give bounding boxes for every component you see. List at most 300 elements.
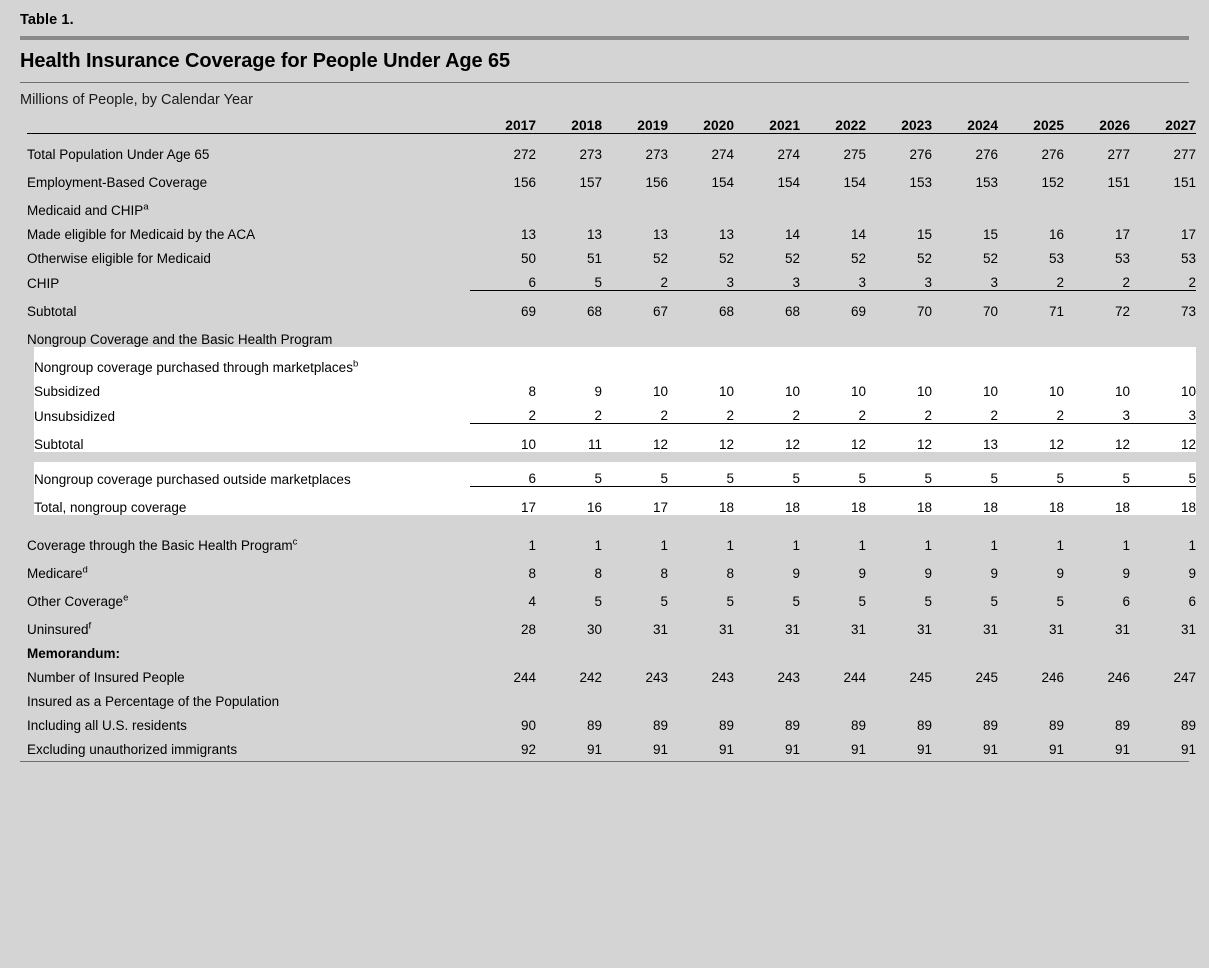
cell: 5 — [866, 462, 932, 487]
cell: 17 — [470, 487, 536, 516]
cell: 31 — [652, 622, 668, 637]
cell: 52 — [850, 251, 866, 266]
cell: 72 — [1114, 304, 1130, 319]
cell: 9 — [536, 375, 602, 399]
row-label — [27, 553, 470, 581]
table-row — [27, 685, 1196, 709]
row-label: Total Population Under Age 65 — [27, 147, 210, 162]
cell: 31 — [1048, 622, 1064, 637]
cell: 5 — [536, 266, 602, 291]
cell: 18 — [866, 487, 932, 516]
cell: 2 — [1064, 266, 1130, 291]
table-row — [27, 733, 1196, 757]
cell: 31 — [784, 622, 800, 637]
cell: 13 — [932, 424, 998, 453]
cell — [932, 190, 998, 218]
row-label: Subsidized — [27, 375, 470, 399]
cell: 91 — [718, 742, 734, 757]
column-header-year: 2025 — [998, 118, 1064, 134]
row-label — [27, 609, 470, 637]
cell — [1130, 637, 1196, 661]
cell — [932, 319, 998, 347]
cell: 1 — [858, 538, 866, 553]
cell: 89 — [1114, 718, 1130, 733]
cell: 1 — [792, 538, 800, 553]
cell — [734, 347, 800, 375]
cell: 247 — [1173, 670, 1196, 685]
table-row — [27, 609, 1196, 637]
cell: 17 — [1114, 227, 1130, 242]
cell: 2 — [1130, 266, 1196, 291]
cell: 1 — [594, 538, 602, 553]
row-label-text: Uninsured — [27, 622, 89, 637]
cell: 12 — [866, 424, 932, 453]
cell: 5 — [1064, 462, 1130, 487]
cell: 152 — [1041, 175, 1064, 190]
cell: 10 — [866, 375, 932, 399]
cell: 12 — [602, 424, 668, 453]
footnote-marker: f — [88, 620, 92, 632]
cell: 277 — [1107, 147, 1130, 162]
cell: 2 — [998, 399, 1064, 424]
cell: 12 — [998, 424, 1064, 453]
cell: 8 — [470, 375, 536, 399]
cell: 91 — [784, 742, 800, 757]
table-row — [27, 218, 1196, 242]
cell — [1064, 319, 1130, 347]
cell — [866, 347, 932, 375]
row-label: Subtotal — [27, 304, 77, 319]
table-row — [27, 291, 1196, 320]
cell: 10 — [1064, 375, 1130, 399]
cell — [536, 637, 602, 661]
cell: 3 — [800, 266, 866, 291]
cell: 5 — [734, 462, 800, 487]
cell: 31 — [718, 622, 734, 637]
cell: 13 — [652, 227, 668, 242]
cell: 151 — [1107, 175, 1130, 190]
cell: 5 — [1130, 462, 1196, 487]
cell: 2 — [866, 399, 932, 424]
cell: 242 — [579, 670, 602, 685]
column-header-year: 2026 — [1064, 118, 1130, 134]
cell: 17 — [1180, 227, 1196, 242]
cell — [932, 685, 998, 709]
page-title: Health Insurance Coverage for People Under Age 65 — [20, 50, 511, 72]
cell: 9 — [1056, 566, 1064, 581]
row-label — [27, 581, 470, 609]
cell: 6 — [470, 266, 536, 291]
cell: 3 — [734, 266, 800, 291]
cell: 12 — [1064, 424, 1130, 453]
cell: 31 — [982, 622, 998, 637]
cell: 244 — [513, 670, 536, 685]
cell — [1064, 637, 1130, 661]
cell: 9 — [858, 566, 866, 581]
cell — [800, 685, 866, 709]
row-label-text: Coverage through the Basic Health Program — [27, 538, 293, 553]
cell: 3 — [668, 266, 734, 291]
cell: 5 — [1056, 594, 1064, 609]
row-label: Total, nongroup coverage — [27, 487, 470, 516]
cell — [1130, 685, 1196, 709]
cell: 13 — [718, 227, 734, 242]
row-label: Unsubsidized — [27, 399, 470, 424]
cell: 243 — [645, 670, 668, 685]
row-label: Including all U.S. residents — [27, 718, 187, 733]
cell: 69 — [850, 304, 866, 319]
cell: 31 — [1180, 622, 1196, 637]
cell: 5 — [924, 594, 932, 609]
cell — [602, 190, 668, 218]
cell: 68 — [718, 304, 734, 319]
row-label-text: Nongroup coverage purchased through marketplaces — [34, 360, 353, 375]
cell: 69 — [520, 304, 536, 319]
cell: 8 — [660, 566, 668, 581]
cell — [932, 637, 998, 661]
cell: 91 — [1048, 742, 1064, 757]
cell — [602, 319, 668, 347]
cell: 18 — [932, 487, 998, 516]
cell: 70 — [982, 304, 998, 319]
cell: 1 — [660, 538, 668, 553]
table-row — [27, 709, 1196, 733]
table-row — [27, 190, 1196, 218]
cell — [1130, 347, 1196, 375]
band-gap-cell — [27, 515, 1196, 525]
cell — [536, 347, 602, 375]
cell: 9 — [1188, 566, 1196, 581]
cell: 92 — [520, 742, 536, 757]
cell: 11 — [536, 424, 602, 453]
row-label — [27, 347, 470, 375]
row-label: Excluding unauthorized immigrants — [27, 742, 238, 757]
table-row — [27, 162, 1196, 190]
cell — [866, 637, 932, 661]
cell: 5 — [726, 594, 734, 609]
cell: 246 — [1107, 670, 1130, 685]
cell: 273 — [645, 147, 668, 162]
cell: 67 — [652, 304, 668, 319]
cell: 10 — [998, 375, 1064, 399]
cell: 156 — [645, 175, 668, 190]
cell: 12 — [734, 424, 800, 453]
cell: 5 — [858, 594, 866, 609]
cell: 272 — [513, 147, 536, 162]
cell: 276 — [909, 147, 932, 162]
footnote-marker: c — [292, 536, 298, 548]
cell: 28 — [520, 622, 536, 637]
cell — [734, 685, 800, 709]
cell — [998, 637, 1064, 661]
table-row — [27, 134, 1196, 163]
cell: 89 — [586, 718, 602, 733]
table-row — [27, 661, 1196, 685]
cell — [800, 347, 866, 375]
cell: 18 — [998, 487, 1064, 516]
cell: 18 — [1130, 487, 1196, 516]
cell: 51 — [586, 251, 602, 266]
column-header-year: 2017 — [470, 118, 536, 134]
cell — [734, 637, 800, 661]
cell: 273 — [579, 147, 602, 162]
footnote-marker: d — [82, 564, 88, 576]
cell: 12 — [800, 424, 866, 453]
cell: 2 — [734, 399, 800, 424]
table-row — [27, 487, 1196, 516]
cell: 9 — [990, 566, 998, 581]
table-header-row — [27, 118, 1196, 134]
cell — [668, 637, 734, 661]
cell — [998, 190, 1064, 218]
cell: 53 — [1180, 251, 1196, 266]
cell: 245 — [909, 670, 932, 685]
cell — [536, 685, 602, 709]
cell: 53 — [1114, 251, 1130, 266]
cell — [668, 190, 734, 218]
cell: 9 — [1122, 566, 1130, 581]
cell: 274 — [777, 147, 800, 162]
row-label: Made eligible for Medicaid by the ACA — [27, 227, 256, 242]
cell: 91 — [652, 742, 668, 757]
cell: 89 — [718, 718, 734, 733]
cell: 10 — [668, 375, 734, 399]
cell: 31 — [916, 622, 932, 637]
row-label: Employment-Based Coverage — [27, 175, 208, 190]
coverage-table — [20, 118, 1196, 757]
cell: 2 — [668, 399, 734, 424]
cell — [536, 319, 602, 347]
cell: 5 — [800, 462, 866, 487]
cell: 52 — [916, 251, 932, 266]
cell — [800, 319, 866, 347]
cell — [470, 637, 536, 661]
cell: 154 — [711, 175, 734, 190]
table-row — [27, 319, 1196, 347]
cell — [536, 190, 602, 218]
cell: 243 — [711, 670, 734, 685]
column-header-year: 2020 — [668, 118, 734, 134]
cell: 274 — [711, 147, 734, 162]
cell: 91 — [850, 742, 866, 757]
cell: 5 — [660, 594, 668, 609]
cell: 275 — [843, 147, 866, 162]
cell — [866, 190, 932, 218]
cell: 3 — [1064, 399, 1130, 424]
band-gap-cell — [27, 452, 1196, 462]
cell: 153 — [975, 175, 998, 190]
table-row — [27, 266, 1196, 291]
cell — [602, 685, 668, 709]
cell: 2 — [932, 399, 998, 424]
row-label — [27, 190, 470, 218]
column-header-year: 2023 — [866, 118, 932, 134]
cell: 2 — [998, 266, 1064, 291]
cell: 277 — [1173, 147, 1196, 162]
cell: 4 — [528, 594, 536, 609]
cell: 13 — [520, 227, 536, 242]
cell: 1 — [990, 538, 998, 553]
band-gap — [27, 452, 1196, 462]
cell: 10 — [1130, 375, 1196, 399]
row-label: CHIP — [27, 275, 60, 291]
table-row — [27, 242, 1196, 266]
table-row — [27, 347, 1196, 375]
cell: 3 — [1130, 399, 1196, 424]
cell — [668, 347, 734, 375]
memorandum-label: Memorandum: — [27, 646, 121, 661]
cell: 73 — [1180, 304, 1196, 319]
cell: 12 — [668, 424, 734, 453]
table-row — [27, 525, 1196, 553]
row-label: Nongroup coverage purchased outside marketplaces — [27, 462, 470, 487]
cell: 8 — [726, 566, 734, 581]
cell: 91 — [586, 742, 602, 757]
footnote-marker: a — [143, 201, 149, 213]
cell: 13 — [586, 227, 602, 242]
cell — [800, 190, 866, 218]
cell: 8 — [528, 566, 536, 581]
column-header-year: 2021 — [734, 118, 800, 134]
table-row — [27, 553, 1196, 581]
cell: 68 — [784, 304, 800, 319]
band-gap — [27, 515, 1196, 525]
cell — [866, 685, 932, 709]
cell: 10 — [602, 375, 668, 399]
row-label: Subtotal — [27, 424, 470, 453]
cell: 15 — [916, 227, 932, 242]
cell: 89 — [982, 718, 998, 733]
cell: 243 — [777, 670, 800, 685]
cell: 244 — [843, 670, 866, 685]
cell — [1130, 190, 1196, 218]
bottom-rule — [20, 761, 1189, 762]
cell: 12 — [1130, 424, 1196, 453]
cell: 9 — [924, 566, 932, 581]
cell: 2 — [470, 399, 536, 424]
table-row — [27, 399, 1196, 424]
cell: 5 — [932, 462, 998, 487]
cell: 1 — [528, 538, 536, 553]
cell: 10 — [800, 375, 866, 399]
cell: 31 — [1114, 622, 1130, 637]
cell: 89 — [916, 718, 932, 733]
cell: 9 — [792, 566, 800, 581]
cell: 10 — [932, 375, 998, 399]
cell: 91 — [916, 742, 932, 757]
cell: 18 — [734, 487, 800, 516]
cell: 31 — [850, 622, 866, 637]
cell: 8 — [594, 566, 602, 581]
cell: 2 — [602, 266, 668, 291]
page-subtitle: Millions of People, by Calendar Year — [20, 92, 253, 108]
cell: 5 — [998, 462, 1064, 487]
cell: 14 — [784, 227, 800, 242]
table-row — [27, 581, 1196, 609]
cell — [602, 347, 668, 375]
cell: 70 — [916, 304, 932, 319]
cell: 1 — [924, 538, 932, 553]
table-label: Table 1. — [20, 12, 74, 28]
cell: 91 — [1114, 742, 1130, 757]
cell — [470, 347, 536, 375]
cell: 91 — [1180, 742, 1196, 757]
cell: 16 — [536, 487, 602, 516]
cell: 30 — [586, 622, 602, 637]
cell: 5 — [990, 594, 998, 609]
row-label: Otherwise eligible for Medicaid — [27, 251, 211, 266]
footnote-marker: b — [352, 358, 359, 370]
cell: 18 — [800, 487, 866, 516]
cell: 2 — [800, 399, 866, 424]
cell: 90 — [520, 718, 536, 733]
cell: 68 — [586, 304, 602, 319]
cell — [470, 190, 536, 218]
column-header-year: 2018 — [536, 118, 602, 134]
row-label: Nongroup Coverage and the Basic Health Program — [27, 332, 333, 347]
cell: 5 — [536, 462, 602, 487]
cell: 71 — [1048, 304, 1064, 319]
cell: 153 — [909, 175, 932, 190]
cell: 5 — [668, 462, 734, 487]
cell: 154 — [777, 175, 800, 190]
cell: 18 — [668, 487, 734, 516]
cell — [932, 347, 998, 375]
cell: 276 — [975, 147, 998, 162]
cell: 52 — [652, 251, 668, 266]
row-label — [27, 525, 470, 553]
cell: 151 — [1173, 175, 1196, 190]
cell — [734, 190, 800, 218]
cell: 18 — [1064, 487, 1130, 516]
cell — [470, 319, 536, 347]
header-blank-cell — [27, 118, 470, 134]
cell: 3 — [866, 266, 932, 291]
cell: 52 — [784, 251, 800, 266]
cell — [602, 637, 668, 661]
cell: 276 — [1041, 147, 1064, 162]
cell: 14 — [850, 227, 866, 242]
row-label-text: Medicaid and CHIP — [27, 203, 144, 218]
cell — [998, 685, 1064, 709]
column-header-year: 2019 — [602, 118, 668, 134]
cell: 3 — [932, 266, 998, 291]
cell: 246 — [1041, 670, 1064, 685]
cell — [668, 319, 734, 347]
cell: 154 — [843, 175, 866, 190]
cell: 50 — [520, 251, 536, 266]
column-header-year: 2022 — [800, 118, 866, 134]
cell: 15 — [982, 227, 998, 242]
cell: 5 — [602, 462, 668, 487]
cell: 1 — [726, 538, 734, 553]
cell: 52 — [718, 251, 734, 266]
cell — [668, 685, 734, 709]
cell — [866, 319, 932, 347]
footnote-marker: e — [123, 592, 129, 604]
cell — [734, 319, 800, 347]
cell: 10 — [470, 424, 536, 453]
cell: 156 — [513, 175, 536, 190]
cell: 53 — [1048, 251, 1064, 266]
cell — [1064, 190, 1130, 218]
cell: 89 — [1048, 718, 1064, 733]
cell: 16 — [1048, 227, 1064, 242]
cell: 1 — [1056, 538, 1064, 553]
row-label: Insured as a Percentage of the Population — [27, 694, 280, 709]
cell: 89 — [1180, 718, 1196, 733]
cell: 89 — [850, 718, 866, 733]
